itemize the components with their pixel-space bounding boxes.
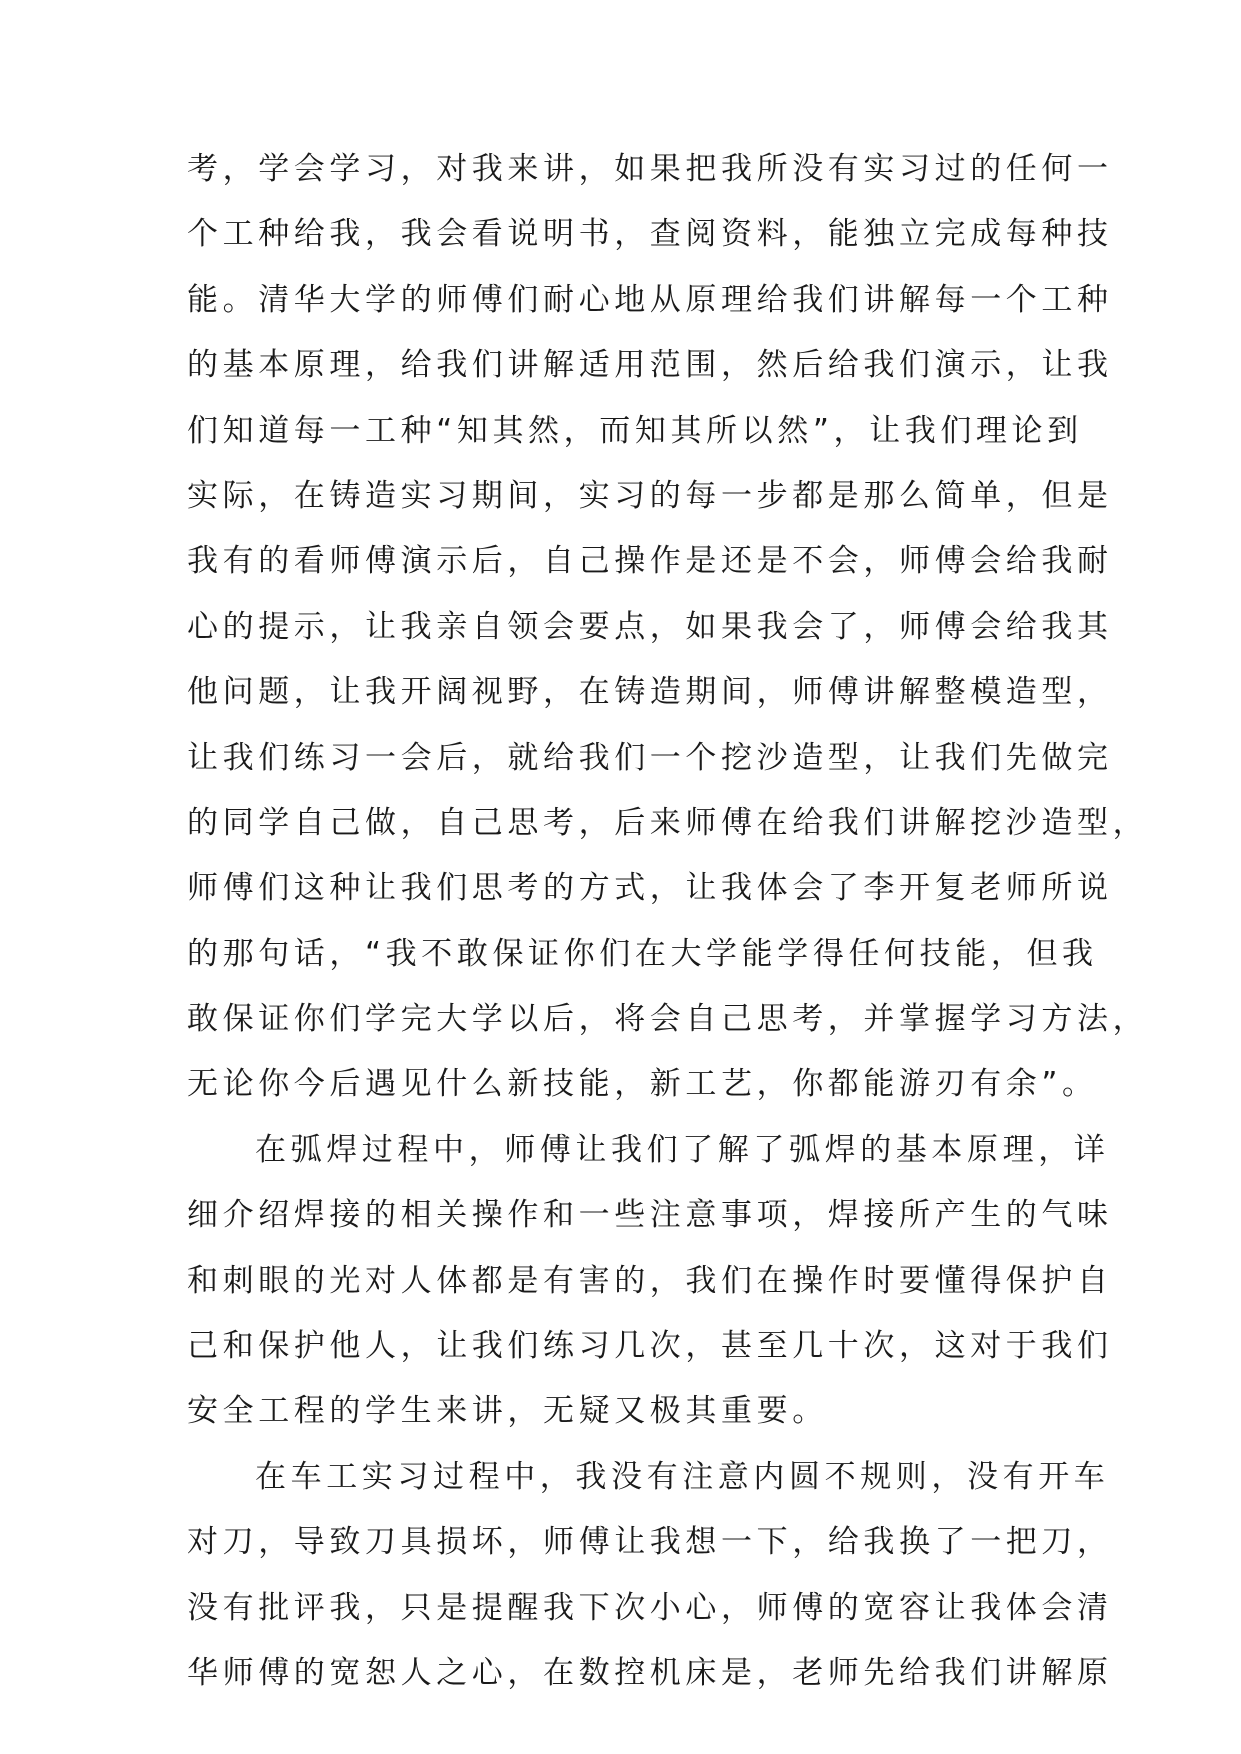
text-line: 师傅们这种让我们思考的方式，让我体会了李开复老师所说 xyxy=(187,870,1113,907)
text-line: 让我们练习一会后，就给我们一个挖沙造型，让我们先做完 xyxy=(187,739,1113,776)
text-line: 的同学自己做，自己思考，后来师傅在给我们讲解挖沙造型， xyxy=(187,804,1149,841)
text-line: 华师傅的宽恕人之心，在数控机床是，老师先给我们讲解原 xyxy=(187,1654,1113,1691)
paragraph-first-line: 在弧焊过程中，师傅让我们了解了弧焊的基本原理，详 xyxy=(255,1131,1110,1168)
text-line: 实际，在铸造实习期间，实习的每一步都是那么简单，但是 xyxy=(187,477,1113,514)
text-line: 们知道每一工种“知其然，而知其所以然”，让我们理论到 xyxy=(187,412,1083,449)
text-line: 心的提示，让我亲自领会要点，如果我会了，师傅会给我其 xyxy=(187,608,1113,645)
text-line: 他问题，让我开阔视野，在铸造期间，师傅讲解整模造型， xyxy=(187,674,1113,711)
text-line: 的那句话，“我不敢保证你们在大学能学得任何技能，但我 xyxy=(187,935,1098,972)
text-line: 个工种给我，我会看说明书，查阅资料，能独立完成每种技 xyxy=(187,216,1113,253)
body-text xyxy=(187,137,1149,1706)
text-line: 无论你今后遇见什么新技能，新工艺，你都能游刃有余”。 xyxy=(187,1066,1098,1103)
text-line: 我有的看师傅演示后，自己操作是还是不会，师傅会给我耐 xyxy=(187,543,1113,580)
text-line: 细介绍焊接的相关操作和一些注意事项，焊接所产生的气味 xyxy=(187,1197,1113,1234)
text-line: 己和保护他人，让我们练习几次，甚至几十次，这对于我们 xyxy=(187,1328,1113,1365)
text-line: 对刀，导致刀具损坏，师傅让我想一下，给我换了一把刀， xyxy=(187,1524,1113,1561)
text-line: 能。清华大学的师傅们耐心地从原理给我们讲解每一个工种 xyxy=(187,281,1113,318)
text-line: 没有批评我，只是提醒我下次小心，师傅的宽容让我体会清 xyxy=(187,1589,1113,1626)
text-line: 敢保证你们学完大学以后，将会自己思考，并掌握学习方法， xyxy=(187,1001,1149,1038)
text-line: 安全工程的学生来讲，无疑又极其重要。 xyxy=(187,1393,828,1430)
text-line: 的基本原理，给我们讲解适用范围，然后给我们演示，让我 xyxy=(187,347,1113,384)
paragraph-first-line: 在车工实习过程中，我没有注意内圆不规则，没有开车 xyxy=(255,1458,1110,1495)
text-line: 考，学会学习，对我来讲，如果把我所没有实习过的任何一 xyxy=(187,151,1113,187)
text-line: 和刺眼的光对人体都是有害的，我们在操作时要懂得保护自 xyxy=(187,1262,1113,1299)
